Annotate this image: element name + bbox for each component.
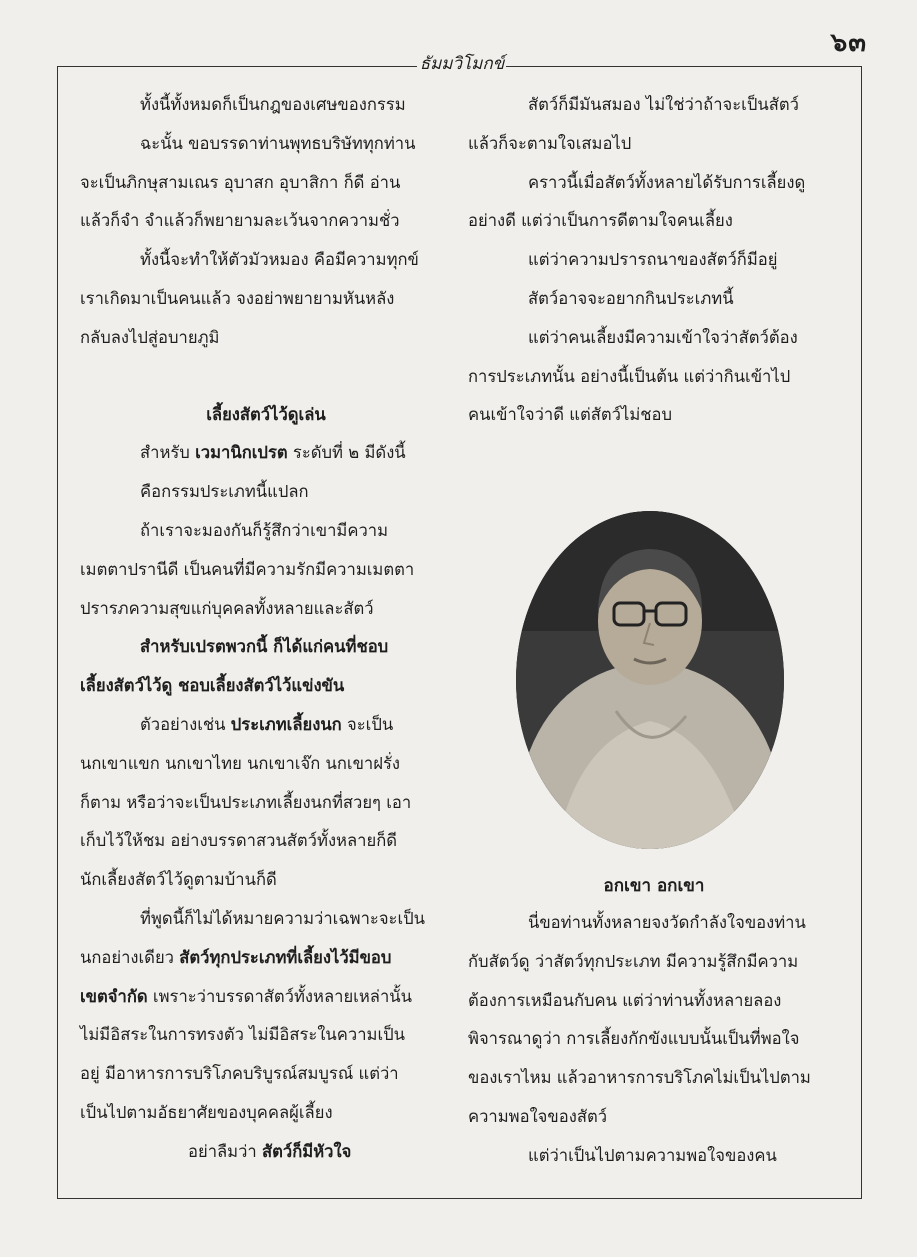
- text-line: [80, 282, 394, 316]
- text-segment: เมตตาปรานีดี เป็นคนที่มีความรักมีความเมตตา: [80, 559, 415, 579]
- text-line: [468, 1061, 811, 1095]
- text-line: [80, 398, 452, 432]
- text-line: [80, 592, 374, 626]
- bold-text-segment: เขตจำกัด: [80, 986, 148, 1006]
- text-segment: แล้วก็จะตามใจเสมอไป: [468, 133, 632, 153]
- text-line: [80, 321, 219, 355]
- text-line: [80, 204, 400, 238]
- text-segment: ไม่มีอิสระในการทรงตัว ไม่มีอิสระในความเป็น: [80, 1025, 405, 1045]
- text-segment: สำหรับ: [140, 443, 196, 463]
- text-segment: คนเข้าใจว่าดี แต่สัตว์ไม่ชอบ: [468, 405, 673, 425]
- text-line: [80, 786, 411, 820]
- text-line: [468, 398, 672, 432]
- text-line: [80, 1096, 333, 1130]
- text-line: [528, 321, 798, 355]
- text-segment: เพราะว่าบรรดาสัตว์ทั้งหลายเหล่านั้น: [147, 986, 412, 1006]
- text-line: [468, 1022, 799, 1056]
- text-segment: ระดับที่ ๒ มีดังนี้: [287, 443, 406, 463]
- text-segment: เก็บไว้ให้ชม อย่างบรรดาสวนสัตว์ทั้งหลายก็ดี: [80, 831, 398, 851]
- text-segment: นกอย่างเดียว: [80, 947, 180, 967]
- bold-text-segment: สัตว์ก็มีหัวใจ: [262, 1141, 352, 1161]
- bold-text-segment: สำหรับเปรตพวกนี้ ก็ได้แก่คนที่ชอบ: [140, 637, 389, 657]
- text-line: [468, 945, 798, 979]
- text-segment: อย่างดี แต่ว่าเป็นการดีตามใจคนเลี้ยง: [468, 211, 733, 231]
- text-segment: กับสัตว์ดู ว่าสัตว์ทุกประเภท มีความรู้สึกมีความ: [468, 951, 799, 971]
- text-line: [468, 360, 790, 394]
- text-segment: แต่ว่าความปรารถนาของสัตว์ก็มีอยู่: [528, 250, 778, 270]
- text-segment: ฉะนั้น ขอบรรดาท่านพุทธบริษัททุกท่าน: [140, 133, 416, 153]
- bold-text-segment: เวมานิกเปรต: [195, 443, 288, 463]
- text-line: [80, 1057, 399, 1091]
- text-segment: พิจารณาดูว่า การเลี้ยงกักขังแบบนั้นเป็นที่พอใจ: [468, 1029, 800, 1049]
- text-segment: ทั้งนี้ทั้งหมดก็เป็นกฎของเศษของกรรม: [140, 95, 406, 114]
- text-line: [140, 514, 388, 548]
- text-segment: คราวนี้เมื่อสัตว์ทั้งหลายได้รับการเลี้ยงดู: [528, 172, 806, 192]
- text-segment: ถ้าเราจะมองกันก็รู้สึกว่าเขามีความ: [140, 521, 389, 540]
- text-segment: สัตว์ก็มีมันสมอง ไม่ใช่ว่าถ้าจะเป็นสัตว์: [528, 95, 799, 114]
- text-segment: ความพอใจของสัตว์: [468, 1107, 608, 1126]
- text-segment: เป็นไปตามอัธยาศัยของบุคคลผู้เลี้ยง: [80, 1103, 333, 1122]
- text-segment: แต่ว่าคนเลี้ยงมีความเข้าใจว่าสัตว์ต้อง: [528, 327, 798, 347]
- bold-text-segment: สัตว์ทุกประเภทที่เลี้ยงไว้มีขอบ: [179, 947, 392, 967]
- portrait-illustration: [516, 511, 784, 849]
- text-line: [80, 980, 412, 1014]
- text-segment: อยู่ มีอาหารการบริโภคบริบูรณ์สมบูรณ์ แต่ว่า: [80, 1064, 399, 1084]
- running-header: ธัมมวิโมกข์: [419, 54, 505, 74]
- text-segment: ก็ตาม หรือว่าจะเป็นประเภทเลี้ยงนกที่สวยๆ เอา: [80, 792, 412, 812]
- page-number: ๖๓: [830, 28, 867, 58]
- text-line: [528, 1139, 777, 1173]
- text-line: [528, 282, 734, 316]
- text-line: [80, 553, 414, 587]
- text-line: [140, 127, 415, 161]
- text-line: [80, 1018, 405, 1052]
- text-line: [468, 204, 733, 238]
- text-segment: ของเราไหม แล้วอาหารการบริโภคไม่เป็นไปตาม: [468, 1068, 811, 1088]
- text-line: [80, 166, 400, 200]
- text-line: [468, 1100, 607, 1134]
- text-line: [468, 984, 781, 1018]
- text-line: [80, 824, 397, 858]
- bold-text-segment: ประเภทเลี้ยงนก: [230, 715, 342, 734]
- text-segment: จะเป็นภิกษุสามเณร อุบาสก อุบาสิกา ก็ดี อ่าน: [80, 172, 401, 192]
- text-line: [140, 708, 393, 742]
- text-segment: ต้องการเหมือนกับคน แต่ว่าท่านทั้งหลายลอง: [468, 990, 782, 1010]
- text-segment: ตัวอย่างเช่น: [140, 715, 231, 734]
- text-line: [528, 88, 799, 122]
- text-line: [528, 243, 777, 277]
- text-line: [80, 747, 400, 781]
- text-line: [468, 127, 631, 161]
- text-line: [80, 863, 277, 897]
- photo-caption: อกเขา อกเขา: [603, 876, 705, 896]
- text-segment: นักเลี้ยงสัตว์ไว้ดูตามบ้านก็ดี: [80, 870, 277, 890]
- bold-text-segment: เลี้ยงสัตว์ไว้ดูเล่น: [206, 404, 326, 424]
- text-segment: กลับลงไปสู่อบายภูมิ: [80, 327, 220, 347]
- text-line: [80, 941, 391, 975]
- text-segment: คือกรรมประเภทนี้แปลก: [140, 482, 309, 502]
- text-segment: สัตว์อาจจะอยากกินประเภทนี้: [528, 289, 734, 308]
- monk-portrait-photo: [516, 511, 784, 849]
- text-line: [140, 243, 419, 277]
- text-line: [80, 669, 344, 703]
- text-line: [140, 436, 406, 470]
- text-segment: นี่ขอท่านทั้งหลายจงวัดกำลังใจของท่าน: [528, 913, 806, 932]
- text-line: [140, 902, 425, 936]
- text-line: [188, 1135, 351, 1169]
- text-segment: แต่ว่าเป็นไปตามความพอใจของคน: [528, 1145, 777, 1165]
- bold-text-segment: เลี้ยงสัตว์ไว้ดู ชอบเลี้ยงสัตว์ไว้แข่งขัน: [80, 676, 345, 696]
- text-segment: อย่าลืมว่า: [188, 1141, 263, 1161]
- text-line: [528, 166, 805, 200]
- text-line: [140, 630, 388, 664]
- text-segment: การประเภทนั้น อย่างนี้เป็นต้น แต่ว่ากินเข้าไป: [468, 366, 791, 386]
- text-segment: นกเขาแขก นกเขาไทย นกเขาเจ๊ก นกเขาฝรั่ง: [80, 753, 400, 773]
- text-segment: ทั้งนี้จะทำให้ตัวมัวหมอง คือมีความทุกข์: [140, 250, 419, 270]
- text-segment: ปรารภความสุขแก่บุคคลทั้งหลายและสัตว์: [80, 598, 374, 618]
- text-segment: ที่พูดนี้ก็ไม่ได้หมายความว่าเฉพาะจะเป็น: [140, 909, 426, 928]
- text-segment: แล้วก็จำ จำแล้วก็พยายามละเว้นจากความชั่ว: [80, 211, 400, 231]
- text-line: [140, 88, 406, 122]
- text-line: [140, 475, 309, 509]
- text-segment: จะเป็น: [341, 715, 394, 734]
- text-line: [528, 906, 806, 940]
- text-segment: เราเกิดมาเป็นคนแล้ว จงอย่าพยายามหันหลัง: [80, 289, 395, 308]
